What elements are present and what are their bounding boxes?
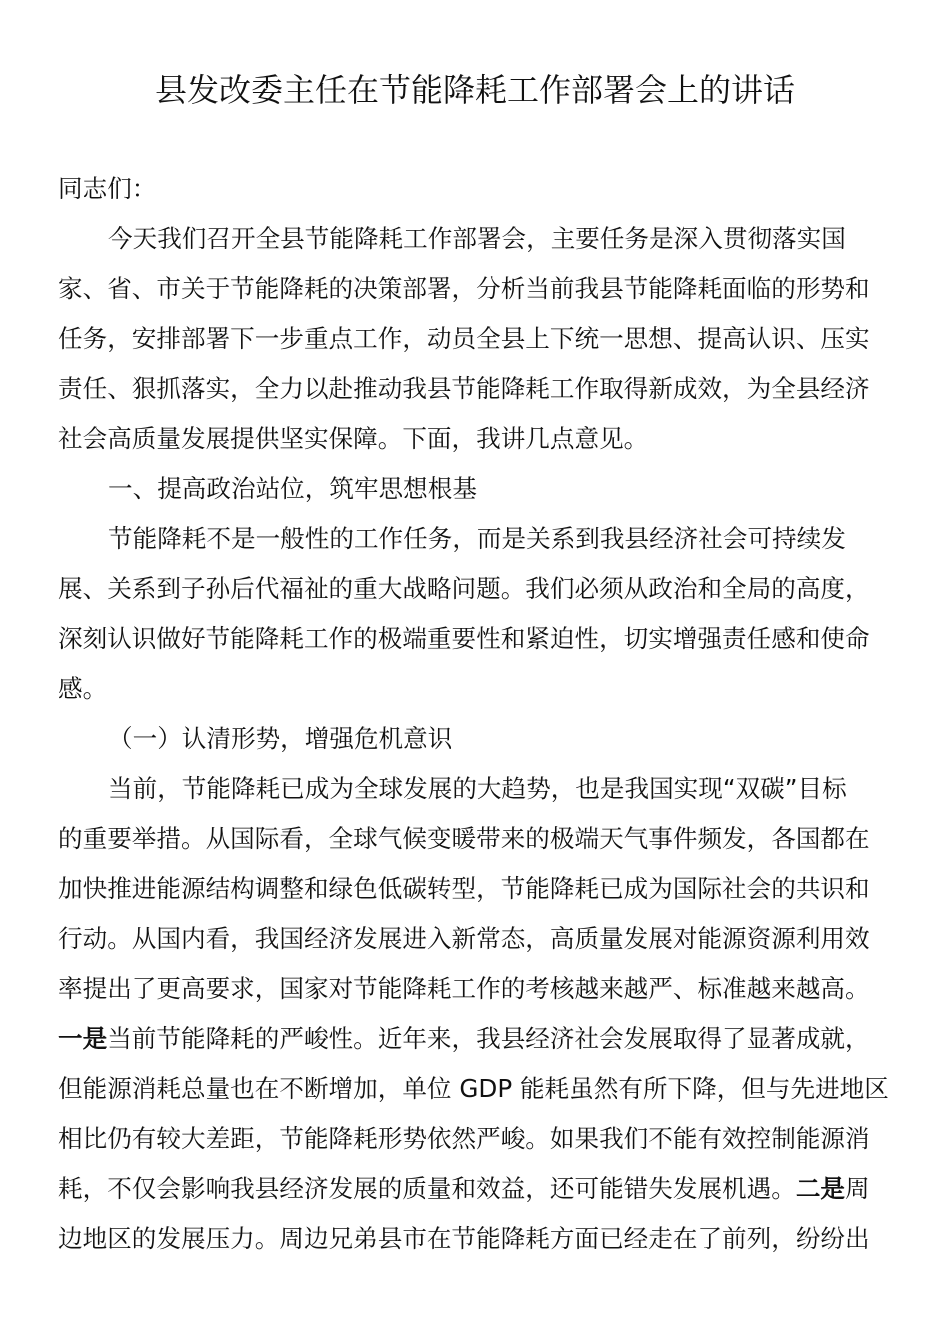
salutation: 同志们： (58, 174, 157, 203)
document-body (58, 164, 892, 1264)
paragraph-line (58, 1164, 892, 1214)
paragraph-line: 节能降耗不是一般性的工作任务，而是关系到我县经济社会可持续发 (108, 524, 846, 553)
paragraph-line: 边地区的发展压力。周边兄弟县市在节能降耗方面已经走在了前列，纷纷出 (58, 1224, 870, 1253)
section-heading: 一、提高政治站位，筑牢思想根基 (108, 474, 477, 503)
paragraph-line: 的重要举措。从国际看，全球气候变暖带来的极端天气事件频发，各国都在 (58, 824, 870, 853)
paragraph-line: 感。 (58, 674, 108, 703)
paragraph-line: 相比仍有较大差距，节能降耗形势依然严峻。如果我们不能有效控制能源消 (58, 1124, 870, 1153)
bold-lead: 二是 (795, 1174, 846, 1203)
paragraph-line: 但能源消耗总量也在不断增加，单位 GDP 能耗虽然有所下降，但与先进地区 (58, 1074, 889, 1103)
bold-lead: 一是 (58, 1024, 108, 1053)
paragraph-line: 社会高质量发展提供坚实保障。下面，我讲几点意见。 (58, 424, 649, 453)
paragraph-line: 深刻认识做好节能降耗工作的极端重要性和紧迫性，切实增强责任感和使命 (58, 624, 870, 653)
paragraph-line: 今天我们召开全县节能降耗工作部署会，主要任务是深入贯彻落实国 (108, 224, 846, 253)
paragraph-line: 加快推进能源结构调整和绿色低碳转型，节能降耗已成为国际社会的共识和 (58, 874, 870, 903)
paragraph-line: 展、关系到子孙后代福祉的重大战略问题。我们必须从政治和全局的高度， (58, 574, 870, 603)
paragraph-text: 当前节能降耗的严峻性。近年来，我县经济社会发展取得了显著成就， (107, 1024, 870, 1053)
subsection-heading: （一）认清形势，增强危机意识 (108, 724, 453, 753)
paragraph-text: 周 (845, 1174, 870, 1203)
document-title: 县发改委主任在节能降耗工作部署会上的讲话 (154, 71, 795, 109)
paragraph-line (58, 1014, 892, 1064)
paragraph-line: 责任、狠抓落实，全力以赴推动我县节能降耗工作取得新成效，为全县经济 (58, 374, 870, 403)
paragraph-line: 任务，安排部署下一步重点工作，动员全县上下统一思想、提高认识、压实 (58, 324, 870, 353)
paragraph-line: 行动。从国内看，我国经济发展进入新常态，高质量发展对能源资源利用效 (58, 924, 870, 953)
paragraph-text: 耗，不仅会影响我县经济发展的质量和效益，还可能错失发展机遇。 (58, 1174, 796, 1203)
paragraph-line: 率提出了更高要求，国家对节能降耗工作的考核越来越严、标准越来越高。 (58, 974, 870, 1003)
paragraph-line: 家、省、市关于节能降耗的决策部署，分析当前我县节能降耗面临的形势和 (58, 274, 870, 303)
paragraph-line: 当前，节能降耗已成为全球发展的大趋势，也是我国实现“双碳”目标 (108, 774, 847, 803)
